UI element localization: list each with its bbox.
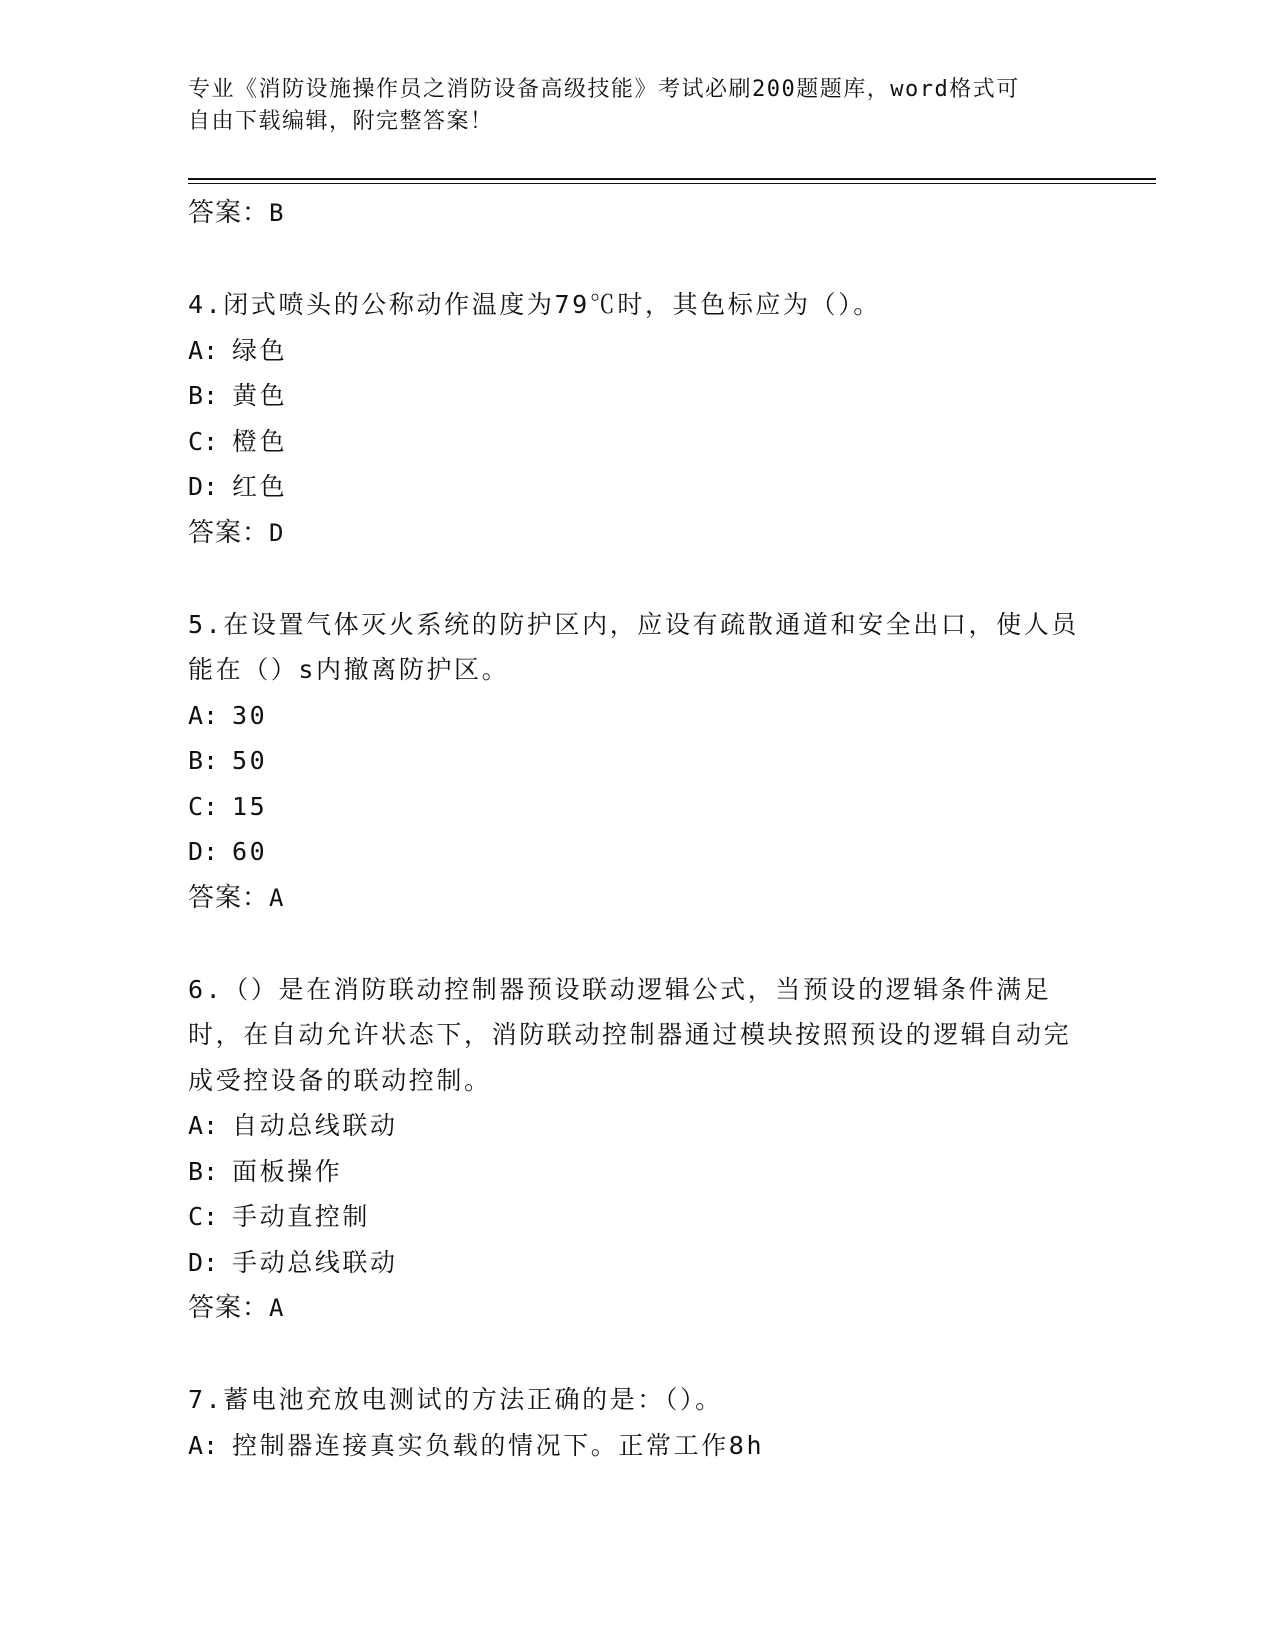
option-b [188, 738, 1088, 784]
option-key: C: [188, 791, 219, 821]
option-key: A: [188, 335, 219, 365]
option-text: 15 [232, 791, 268, 821]
option-key: B: [188, 381, 219, 410]
question-text: 6.（）是在消防联动控制器预设联动逻辑公式，当预设的逻辑条件满足时，在自动允许状态下，消防联动控制器通过模块按照预设的逻辑自动完成受控设备的联动控制。 [188, 974, 1072, 1095]
answer-value: D [269, 518, 285, 547]
answer-value: A [269, 883, 285, 912]
question-block [188, 282, 1088, 556]
option-c [188, 1194, 1088, 1240]
header-line-1: 专业《消防设施操作员之消防设备高级技能》考试必刷200题题库，word格式可 [188, 77, 1020, 102]
answer-line [188, 510, 1088, 557]
option-a [188, 328, 1088, 374]
option-a [188, 1423, 1088, 1469]
option-a [188, 693, 1088, 739]
option-key: B: [188, 1156, 219, 1186]
option-text: 面板操作 [232, 1156, 343, 1186]
answer-label: 答案： [188, 1292, 270, 1322]
answer-label: 答案： [188, 881, 270, 912]
question-text: 7.蓄电池充放电测试的方法正确的是：（）。 [188, 1385, 723, 1414]
option-key: D: [188, 1247, 219, 1277]
answer-value: B [269, 199, 285, 227]
question-block [188, 967, 1088, 1332]
option-key: D: [188, 837, 219, 866]
answer-value: A [269, 1294, 285, 1322]
option-text: 30 [232, 700, 268, 730]
option-d [188, 464, 1088, 510]
question-block [188, 1377, 1088, 1468]
option-key: B: [188, 746, 219, 775]
option-b [188, 1149, 1088, 1195]
option-b [188, 373, 1088, 419]
option-text: 手动总线联动 [232, 1247, 398, 1277]
option-key: D: [188, 472, 219, 501]
question-text: 4.闭式喷头的公称动作温度为79℃时，其色标应为（）。 [188, 290, 881, 319]
question-content [188, 190, 1088, 1468]
question-block [188, 602, 1088, 922]
option-d [188, 1240, 1088, 1286]
option-text: 黄色 [232, 381, 288, 410]
option-text: 红色 [232, 472, 288, 501]
header-divider-thin [188, 183, 1156, 184]
option-d [188, 829, 1088, 875]
header-divider-thick [188, 178, 1156, 180]
answer-label: 答案： [188, 197, 270, 227]
answer-line [188, 1285, 1088, 1332]
option-key: A: [188, 1111, 219, 1140]
question-text: 5.在设置气体灭火系统的防护区内，应设有疏散通道和安全出口，使人员能在（）s内撤离防护区。 [188, 609, 1079, 684]
option-c [188, 419, 1088, 465]
option-key: C: [188, 1202, 219, 1231]
option-text: 60 [232, 837, 268, 866]
option-text: 自动总线联动 [232, 1111, 398, 1140]
option-text: 绿色 [232, 335, 288, 365]
document-header [188, 74, 1068, 138]
answer-line [188, 190, 1088, 237]
option-key: A: [188, 1430, 219, 1460]
option-text: 控制器连接真实负载的情况下。正常工作8h [232, 1430, 765, 1460]
option-text: 橙色 [232, 426, 288, 456]
answer-line [188, 875, 1088, 922]
option-c [188, 784, 1088, 830]
option-a [188, 1103, 1088, 1149]
option-key: C: [188, 426, 219, 456]
answer-label: 答案： [188, 516, 270, 547]
option-key: A: [188, 700, 219, 730]
option-text: 50 [232, 746, 268, 775]
option-text: 手动直控制 [232, 1202, 371, 1231]
header-line-2: 自由下载编辑，附完整答案！ [188, 109, 494, 134]
